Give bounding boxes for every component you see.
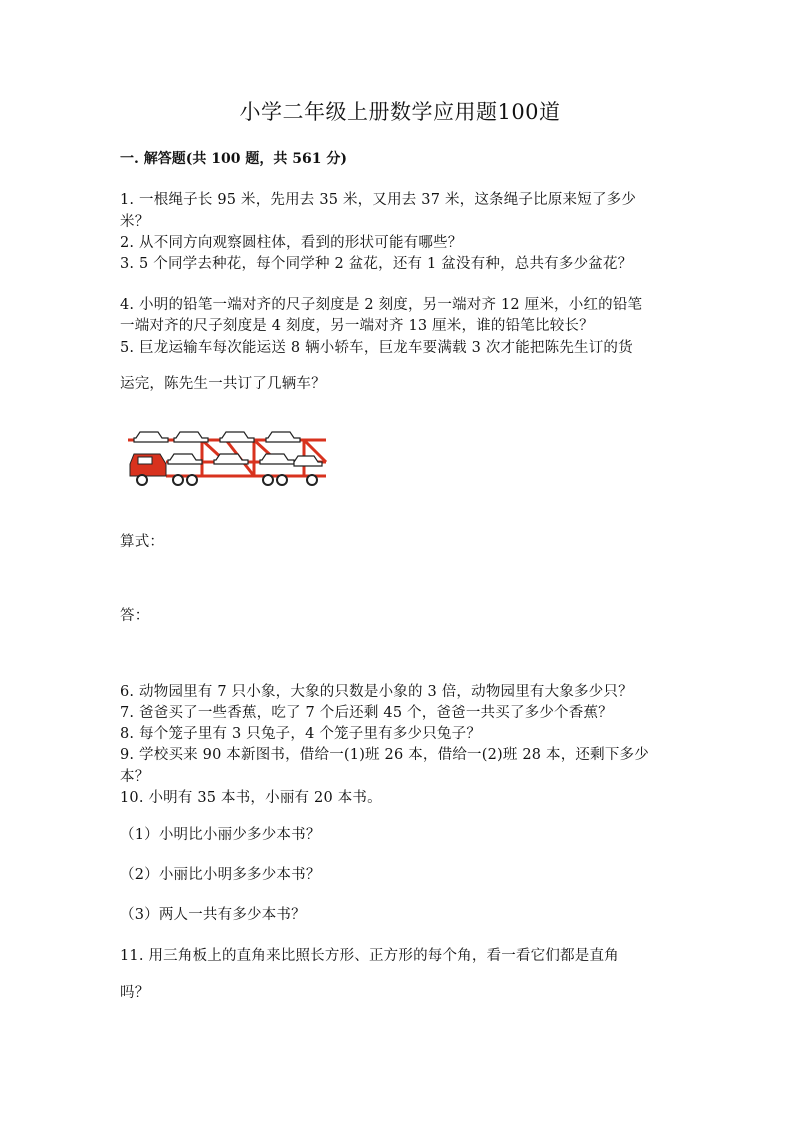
question-3: 3. 5 个同学去种花，每个同学种 2 盆花，还有 1 盆没有种，总共有多少盆花？ — [120, 256, 633, 272]
question-10-sub-2: （2）小丽比小明多多少本书？ — [120, 867, 321, 883]
section-heading: 一. 解答题(共 100 题，共 561 分) — [120, 151, 347, 167]
question-7: 7. 爸爸买了一些香蕉，吃了 7 个后还剩 45 个，爸爸一共买了多少个香蕉？ — [120, 705, 613, 721]
question-1-line-2: 米？ — [120, 214, 150, 230]
question-1-line-1: 1. 一根绳子长 95 米，先用去 35 米，又用去 37 米，这条绳子比原来短了多少 — [120, 192, 637, 208]
question-4-line-2: 一端对齐的尺子刻度是 4 刻度，另一端对齐 13 厘米，谁的铅笔比较长？ — [120, 318, 594, 334]
question-10-sub-3: （3）两人一共有多少本书？ — [120, 907, 306, 923]
question-11-line-2: 吗？ — [120, 985, 150, 1001]
question-5-line-1: 5. 巨龙运输车每次能运送 8 辆小轿车，巨龙车要满载 3 次才能把陈先生订的货 — [120, 340, 633, 356]
question-4-line-1: 4. 小明的铅笔一端对齐的尺子刻度是 2 刻度，另一端对齐 12 厘米，小红的铅笔 — [120, 297, 643, 313]
formula-label: 算式： — [120, 534, 165, 550]
question-10-sub-1: （1）小明比小丽少多少本书？ — [120, 827, 321, 843]
question-8: 8. 每个笼子里有 3 只兔子，4 个笼子里有多少只兔子？ — [120, 726, 482, 742]
car-carrier-truck-image — [126, 426, 328, 488]
question-6: 6. 动物园里有 7 只小象，大象的只数是小象的 3 倍，动物园里有大象多少只？ — [120, 684, 633, 700]
answer-label: 答： — [120, 608, 150, 624]
page-title: 小学二年级上册数学应用题100道 — [239, 100, 561, 124]
question-10-stem: 10. 小明有 35 本书，小丽有 20 本书。 — [120, 790, 382, 806]
question-9-line-2: 本？ — [120, 769, 150, 785]
question-11-line-1: 11. 用三角板上的直角来比照长方形、正方形的每个角，看一看它们都是直角 — [120, 948, 619, 964]
question-5-line-2: 运完，陈先生一共订了几辆车？ — [120, 376, 326, 392]
question-2: 2. 从不同方向观察圆柱体，看到的形状可能有哪些？ — [120, 235, 463, 251]
question-9-line-1: 9. 学校买来 90 本新图书，借给一(1)班 26 本，借给一(2)班 28 本，还剩下多少 — [120, 747, 649, 763]
